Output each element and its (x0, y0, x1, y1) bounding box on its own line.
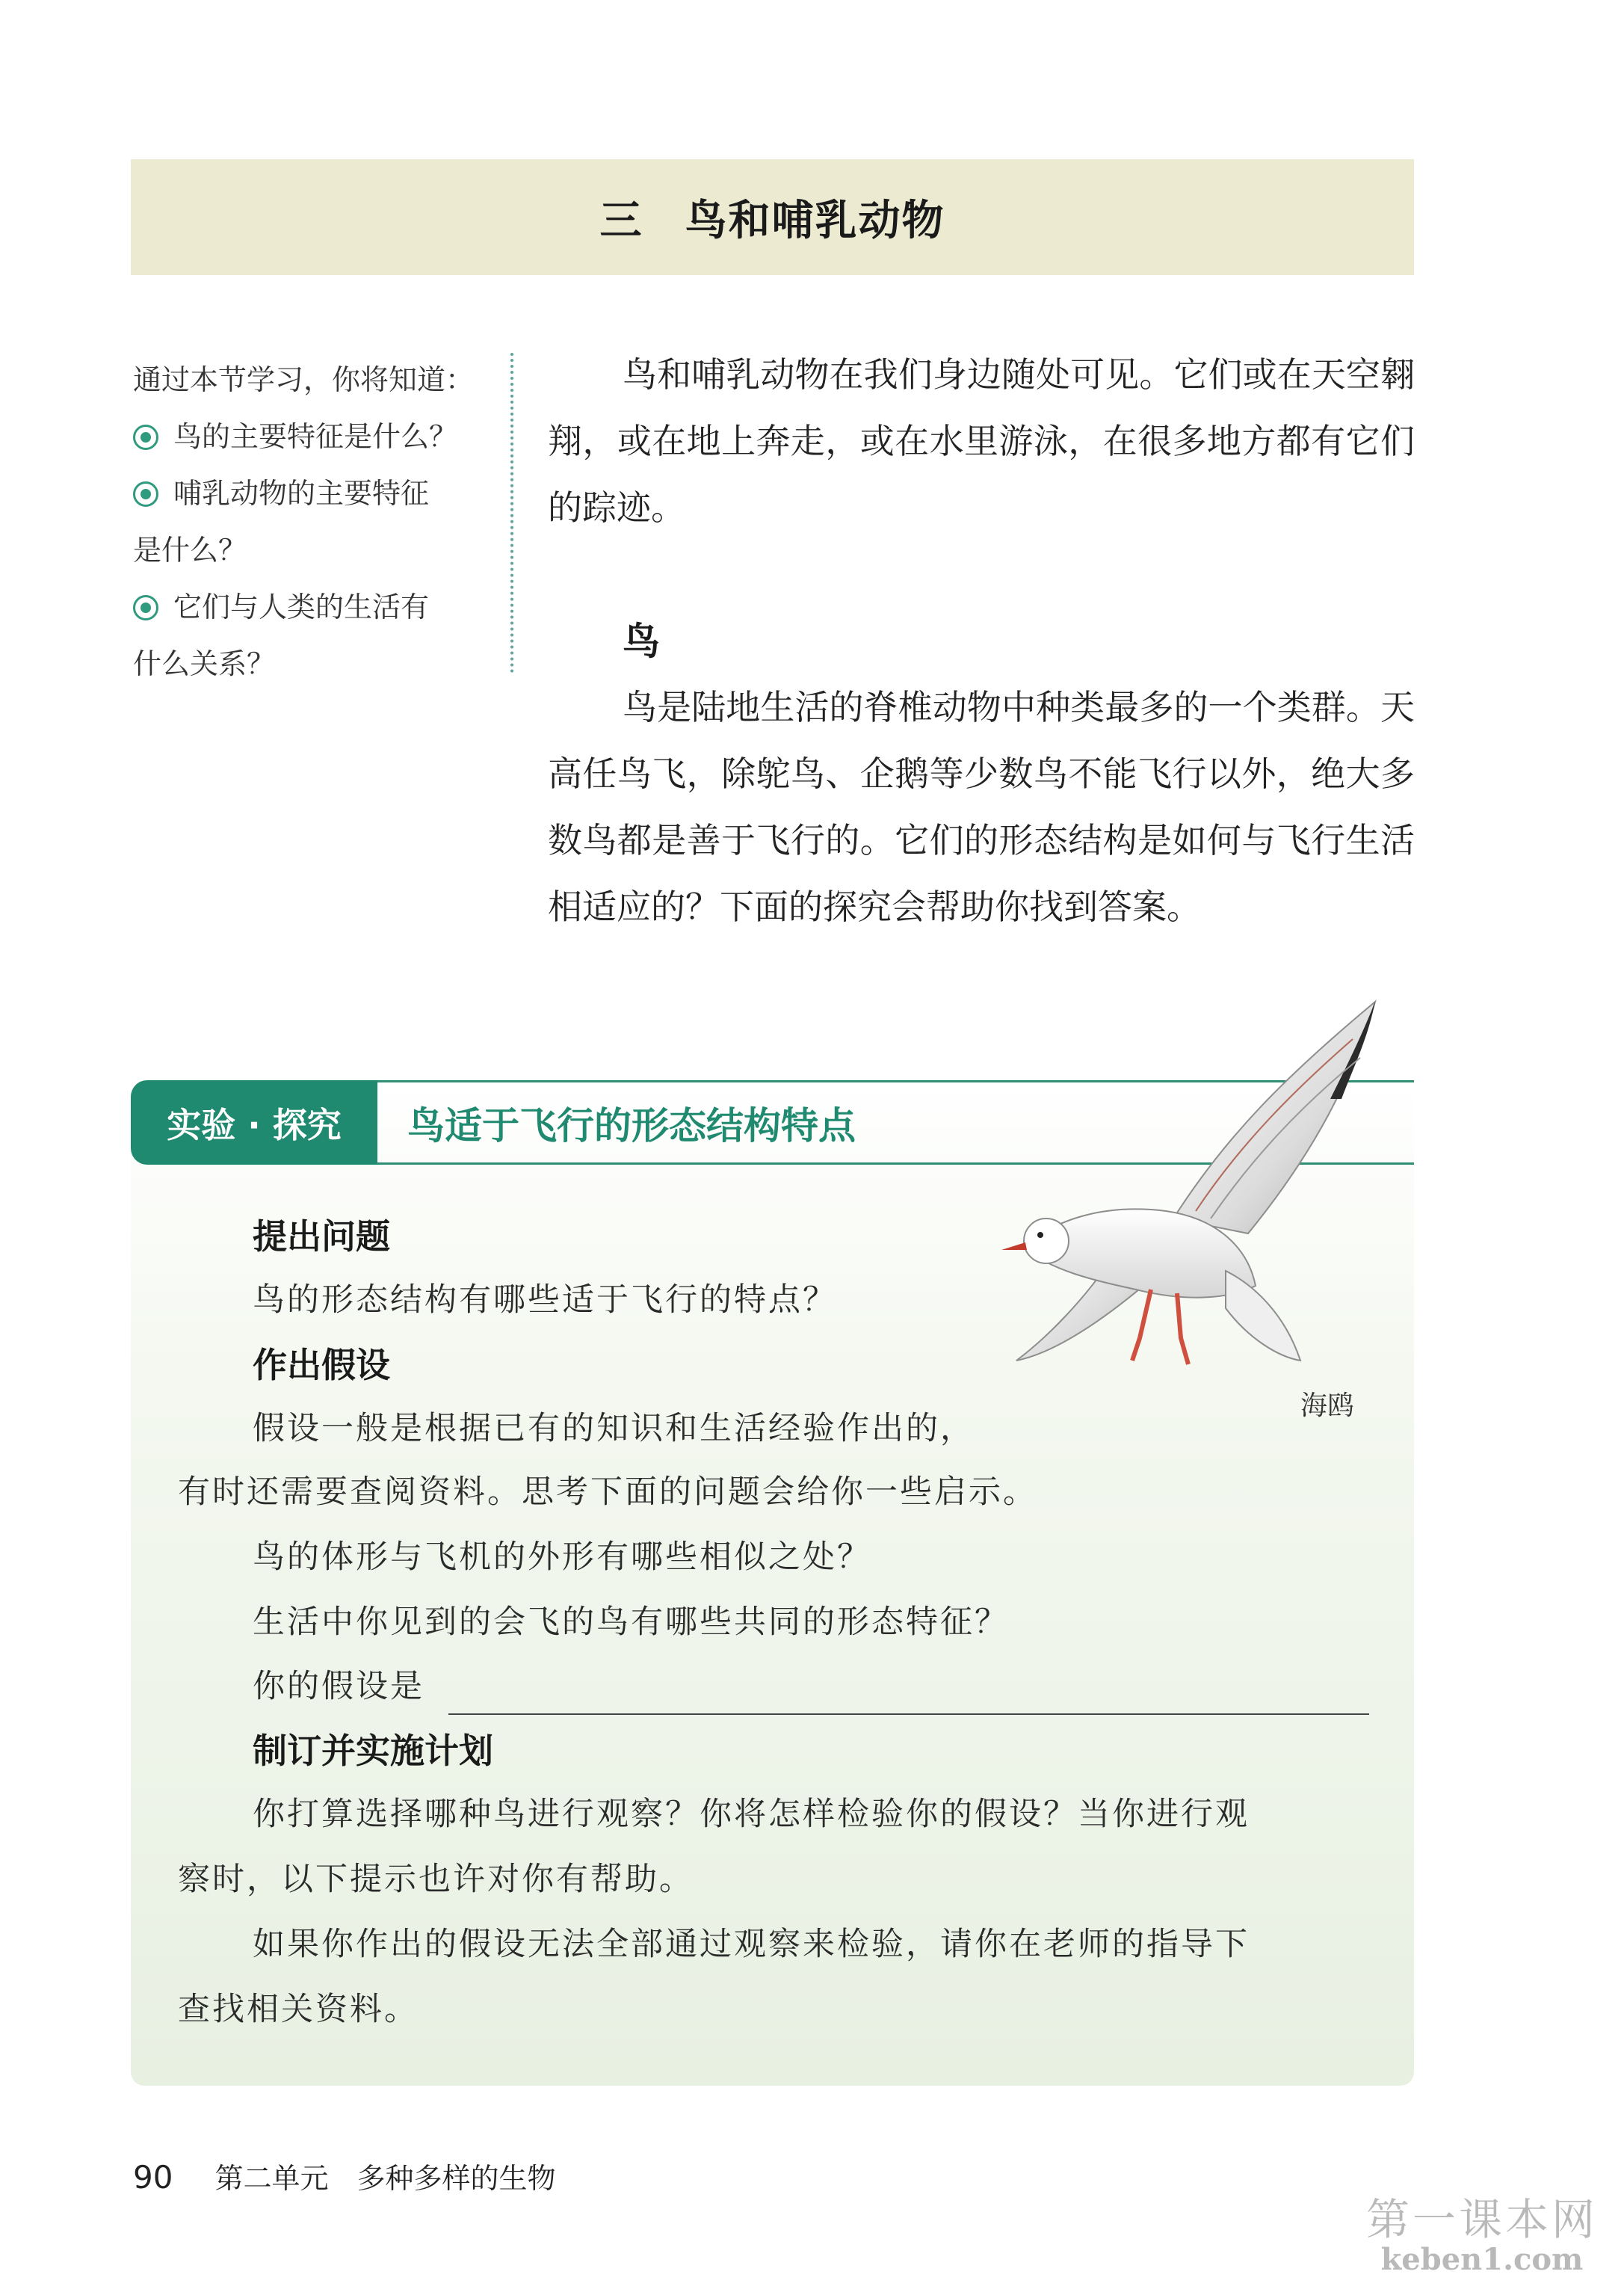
site-watermark (1366, 2196, 1598, 2276)
section-heading-bird: 鸟 (623, 620, 660, 663)
bird-paragraph: 鸟是陆地生活的脊椎动物中种类最多的一个类群。天高任鸟飞，除鸵鸟、企鹅等少数鸟不能飞行以外，绝大多数鸟都是善于飞行的。它们的形态结构是如何与飞行生活相适应的？下面的探究会帮助你找到答案。 (548, 687, 1415, 927)
figure-caption: 海鸥 (1300, 1390, 1355, 1421)
plan-line-1: 你打算选择哪种鸟进行观察？你将怎样检验你的假设？当你进行观 (253, 1796, 1250, 1833)
objective-item-1: 鸟的主要特征是什么？ (133, 408, 507, 465)
watermark-cn: 第一课本网 (1365, 2194, 1598, 2245)
heading-hypothesis: 作出假设 (253, 1345, 390, 1385)
seagull-illustration (1001, 987, 1390, 1428)
objective-item-3-cont: 什么关系？ (133, 647, 276, 680)
hypothesis-line-1: 假设一般是根据已有的知识和生活经验作出的， (253, 1410, 975, 1447)
hypothesis-blank-label: 你的假设是 (253, 1668, 424, 1705)
target-bullet-icon (133, 425, 158, 450)
hypothesis-question-1: 鸟的体形与飞机的外形有哪些相似之处？ (253, 1538, 871, 1576)
target-bullet-icon (133, 481, 158, 507)
hypothesis-answer-line (448, 1713, 1369, 1715)
sidebar-divider (510, 353, 513, 673)
experiment-title: 鸟适于飞行的形态结构特点 (407, 1103, 856, 1148)
plan-line-3: 如果你作出的假设无法全部通过观察来检验，请你在老师的指导下 (253, 1926, 1250, 1963)
objective-item-2-cont: 是什么？ (133, 534, 247, 567)
page-footer (133, 2155, 555, 2196)
unit-title: 第二单元 多种多样的生物 (214, 2162, 556, 2195)
objective-item-2: 哺乳动物的主要特征 (133, 465, 507, 522)
question-text: 鸟的形态结构有哪些适于飞行的特点？ (253, 1281, 837, 1319)
hypothesis-line-2: 有时还需要查阅资料。思考下面的问题会给你一些启示。 (178, 1473, 1037, 1511)
objective-item-3: 它们与人类的生活有 (133, 579, 507, 635)
hypothesis-question-2: 生活中你见到的会飞的鸟有哪些共同的形态特征？ (253, 1604, 1009, 1641)
chapter-number: 三 (599, 196, 643, 245)
learning-objectives (133, 351, 507, 692)
plan-line-4: 查找相关资料。 (178, 1991, 419, 2028)
intro-paragraph: 鸟和哺乳动物在我们身边随处可见。它们或在天空翱翔，或在地上奔走，或在水里游泳，在很多地方都有它们的踪迹。 (548, 354, 1415, 528)
chapter-title-banner (131, 159, 1414, 275)
heading-plan: 制订并实施计划 (253, 1731, 493, 1771)
plan-line-2: 察时，以下提示也许对你有帮助。 (178, 1861, 694, 1898)
heading-ask-question: 提出问题 (253, 1216, 390, 1257)
chapter-title: 鸟和哺乳动物 (685, 196, 945, 245)
target-bullet-icon (133, 595, 158, 620)
experiment-tag: 实验 · 探究 (131, 1080, 377, 1165)
page-number: 90 (133, 2159, 173, 2196)
watermark-en: keben1.com (1380, 2242, 1584, 2277)
objectives-intro: 通过本节学习，你将知道： (133, 363, 475, 396)
